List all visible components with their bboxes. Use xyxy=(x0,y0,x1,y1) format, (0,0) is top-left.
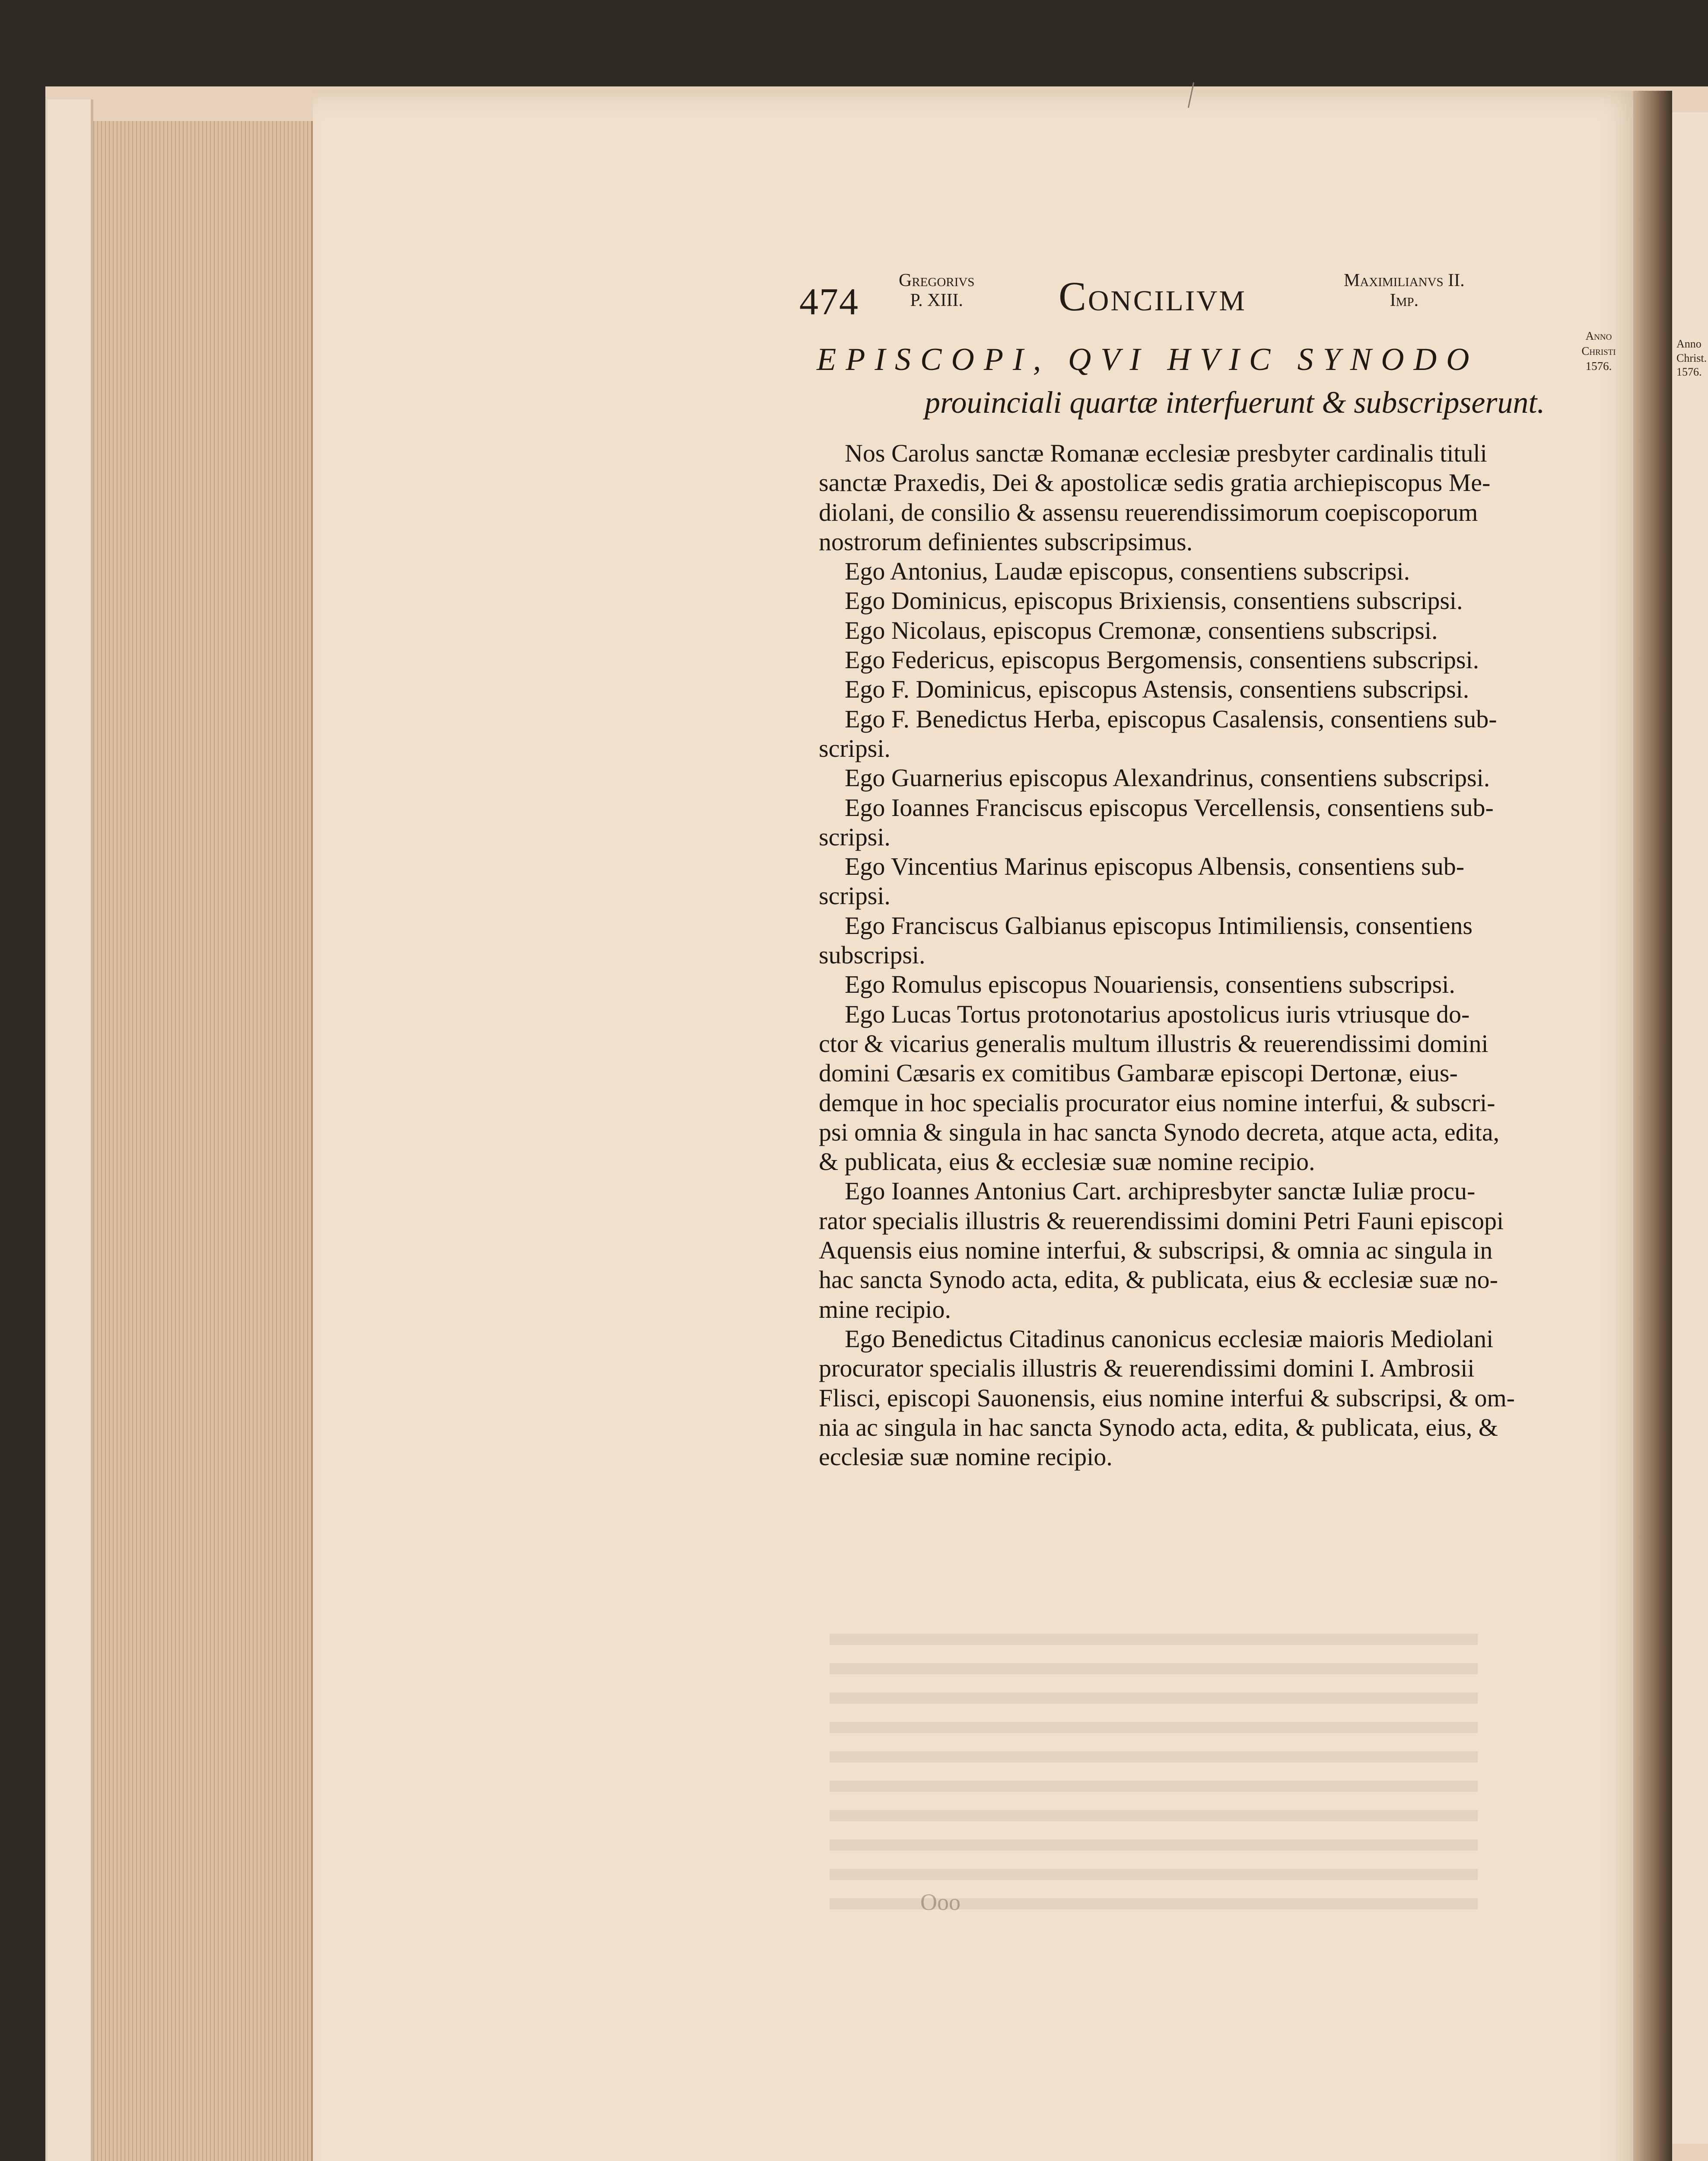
header-pope-name: Gregorivs xyxy=(899,271,975,290)
book-gutter xyxy=(1633,91,1672,2161)
text-line: procurator specialis illustris & reuerendissimi domini I. Ambrosii xyxy=(819,1354,1475,1383)
body-text xyxy=(819,439,1562,1472)
text-line: nia ac singula in hac sancta Synodo acta, edita, & publicata, eius, & xyxy=(819,1413,1498,1441)
text-line: scripsi. xyxy=(819,822,891,851)
text-line: Aquensis eius nomine interfui, & subscripsi, & omnia ac singula in xyxy=(819,1236,1493,1265)
text-line: rator specialis illustris & reuerendissimi domini Petri Fauni episcopi xyxy=(819,1206,1504,1235)
text-line: Ego Benedictus Citadinus canonicus ecclesiæ maioris Mediolani xyxy=(845,1324,1494,1353)
text-line: Ego Vincentius Marinus episcopus Albensis, consentiens sub- xyxy=(845,852,1465,881)
text-line: psi omnia & singula in hac sancta Synodo decreta, atque acta, edita, xyxy=(819,1118,1500,1146)
text-line: Ego Lucas Tortus protonotarius apostolicus iuris vtriusque do- xyxy=(845,1000,1470,1028)
text-line: hac sancta Synodo acta, edita, & publicata, eius & ecclesiæ suæ no- xyxy=(819,1265,1498,1294)
text-line: nostrorum definientes subscripsimus. xyxy=(819,527,1193,556)
margin-note-line: 1576. xyxy=(1585,360,1612,373)
text-line: Ego Franciscus Galbianus episcopus Intimiliensis, consentiens xyxy=(845,911,1473,940)
text-line: Ego F. Dominicus, episcopus Astensis, consentiens subscripsi. xyxy=(845,675,1469,704)
text-line: Flisci, episcopi Sauonensis, eius nomine interfui & subscripsi, & om- xyxy=(819,1383,1515,1412)
facing-page-margin-note xyxy=(1676,337,1707,379)
header-title: Concilivm xyxy=(1059,273,1247,319)
text-line: sanctæ Praxedis, Dei & apostolicæ sedis gratia archiepiscopus Me- xyxy=(819,469,1491,497)
text-line: Ego Dominicus, episcopus Brixiensis, consentiens subscripsi. xyxy=(845,586,1463,615)
show-through-text xyxy=(830,1634,1478,1915)
text-line: mine recipio. xyxy=(819,1295,951,1323)
header-pope xyxy=(899,271,974,310)
page-number: 474 xyxy=(799,281,859,323)
book-cover-edge xyxy=(48,99,93,2161)
text-line: & publicata, eius & ecclesiæ suæ nomine recipio. xyxy=(819,1147,1315,1176)
text-line: diolani, de consilio & assensu reuerendissimorum coepiscoporum xyxy=(819,498,1478,526)
facing-margin-line: Anno xyxy=(1676,338,1702,350)
header-pope-number: P. XIII. xyxy=(910,290,963,311)
text-line: Ego Guarnerius episcopus Alexandrinus, consentiens subscripsi. xyxy=(845,764,1490,792)
text-line: demque in hoc specialis procurator eius nomine interfui, & subscri- xyxy=(819,1088,1495,1117)
text-line: subscripsi. xyxy=(819,941,926,969)
running-header xyxy=(799,259,1534,324)
text-line: Ego Romulus episcopus Nouariensis, consentiens subscripsi. xyxy=(845,970,1455,999)
text-line: ecclesiæ suæ nomine recipio. xyxy=(819,1443,1113,1471)
text-line: scripsi. xyxy=(819,734,891,762)
facing-page-edge xyxy=(1672,112,1708,2144)
facing-margin-line: 1576. xyxy=(1676,366,1702,378)
header-emperor-title: Imp. xyxy=(1390,290,1419,311)
header-emperor-name: Maximilianvs II. xyxy=(1344,271,1465,290)
section-title: EPISCOPI, QVI HVIC SYNODO xyxy=(817,342,1479,377)
signature-mark: Ooo xyxy=(920,1889,961,1915)
text-line: Ego Ioannes Antonius Cart. archipresbyter sanctæ Iuliæ procu- xyxy=(845,1177,1476,1205)
text-line: Nos Carolus sanctæ Romanæ ecclesiæ presbyter cardinalis tituli xyxy=(845,439,1487,467)
margin-note-line: Christi xyxy=(1581,344,1616,358)
page-edges xyxy=(93,121,313,2161)
text-line: ctor & vicarius generalis multum illustris & reuerendissimi domini xyxy=(819,1029,1489,1058)
facing-margin-line: Christ. xyxy=(1676,351,1707,364)
text-line: Ego Federicus, episcopus Bergomensis, consentiens subscripsi. xyxy=(845,646,1479,674)
text-line: Ego F. Benedictus Herba, episcopus Casalensis, consentiens sub- xyxy=(845,704,1497,733)
section-subtitle: prouinciali quartæ interfuerunt & subscripserunt. xyxy=(925,385,1545,420)
text-line: Ego Ioannes Franciscus episcopus Vercellensis, consentiens sub- xyxy=(845,793,1494,822)
text-line: domini Cæsaris ex comitibus Gambaræ episcopi Dertonæ, eius- xyxy=(819,1059,1458,1087)
margin-note-line: Anno xyxy=(1585,329,1612,342)
text-line: Ego Nicolaus, episcopus Cremonæ, consentiens subscripsi. xyxy=(845,616,1438,644)
text-line: scripsi. xyxy=(819,882,891,910)
text-line: Ego Antonius, Laudæ episcopus, consentiens subscripsi. xyxy=(845,557,1410,586)
header-emperor xyxy=(1344,271,1465,310)
